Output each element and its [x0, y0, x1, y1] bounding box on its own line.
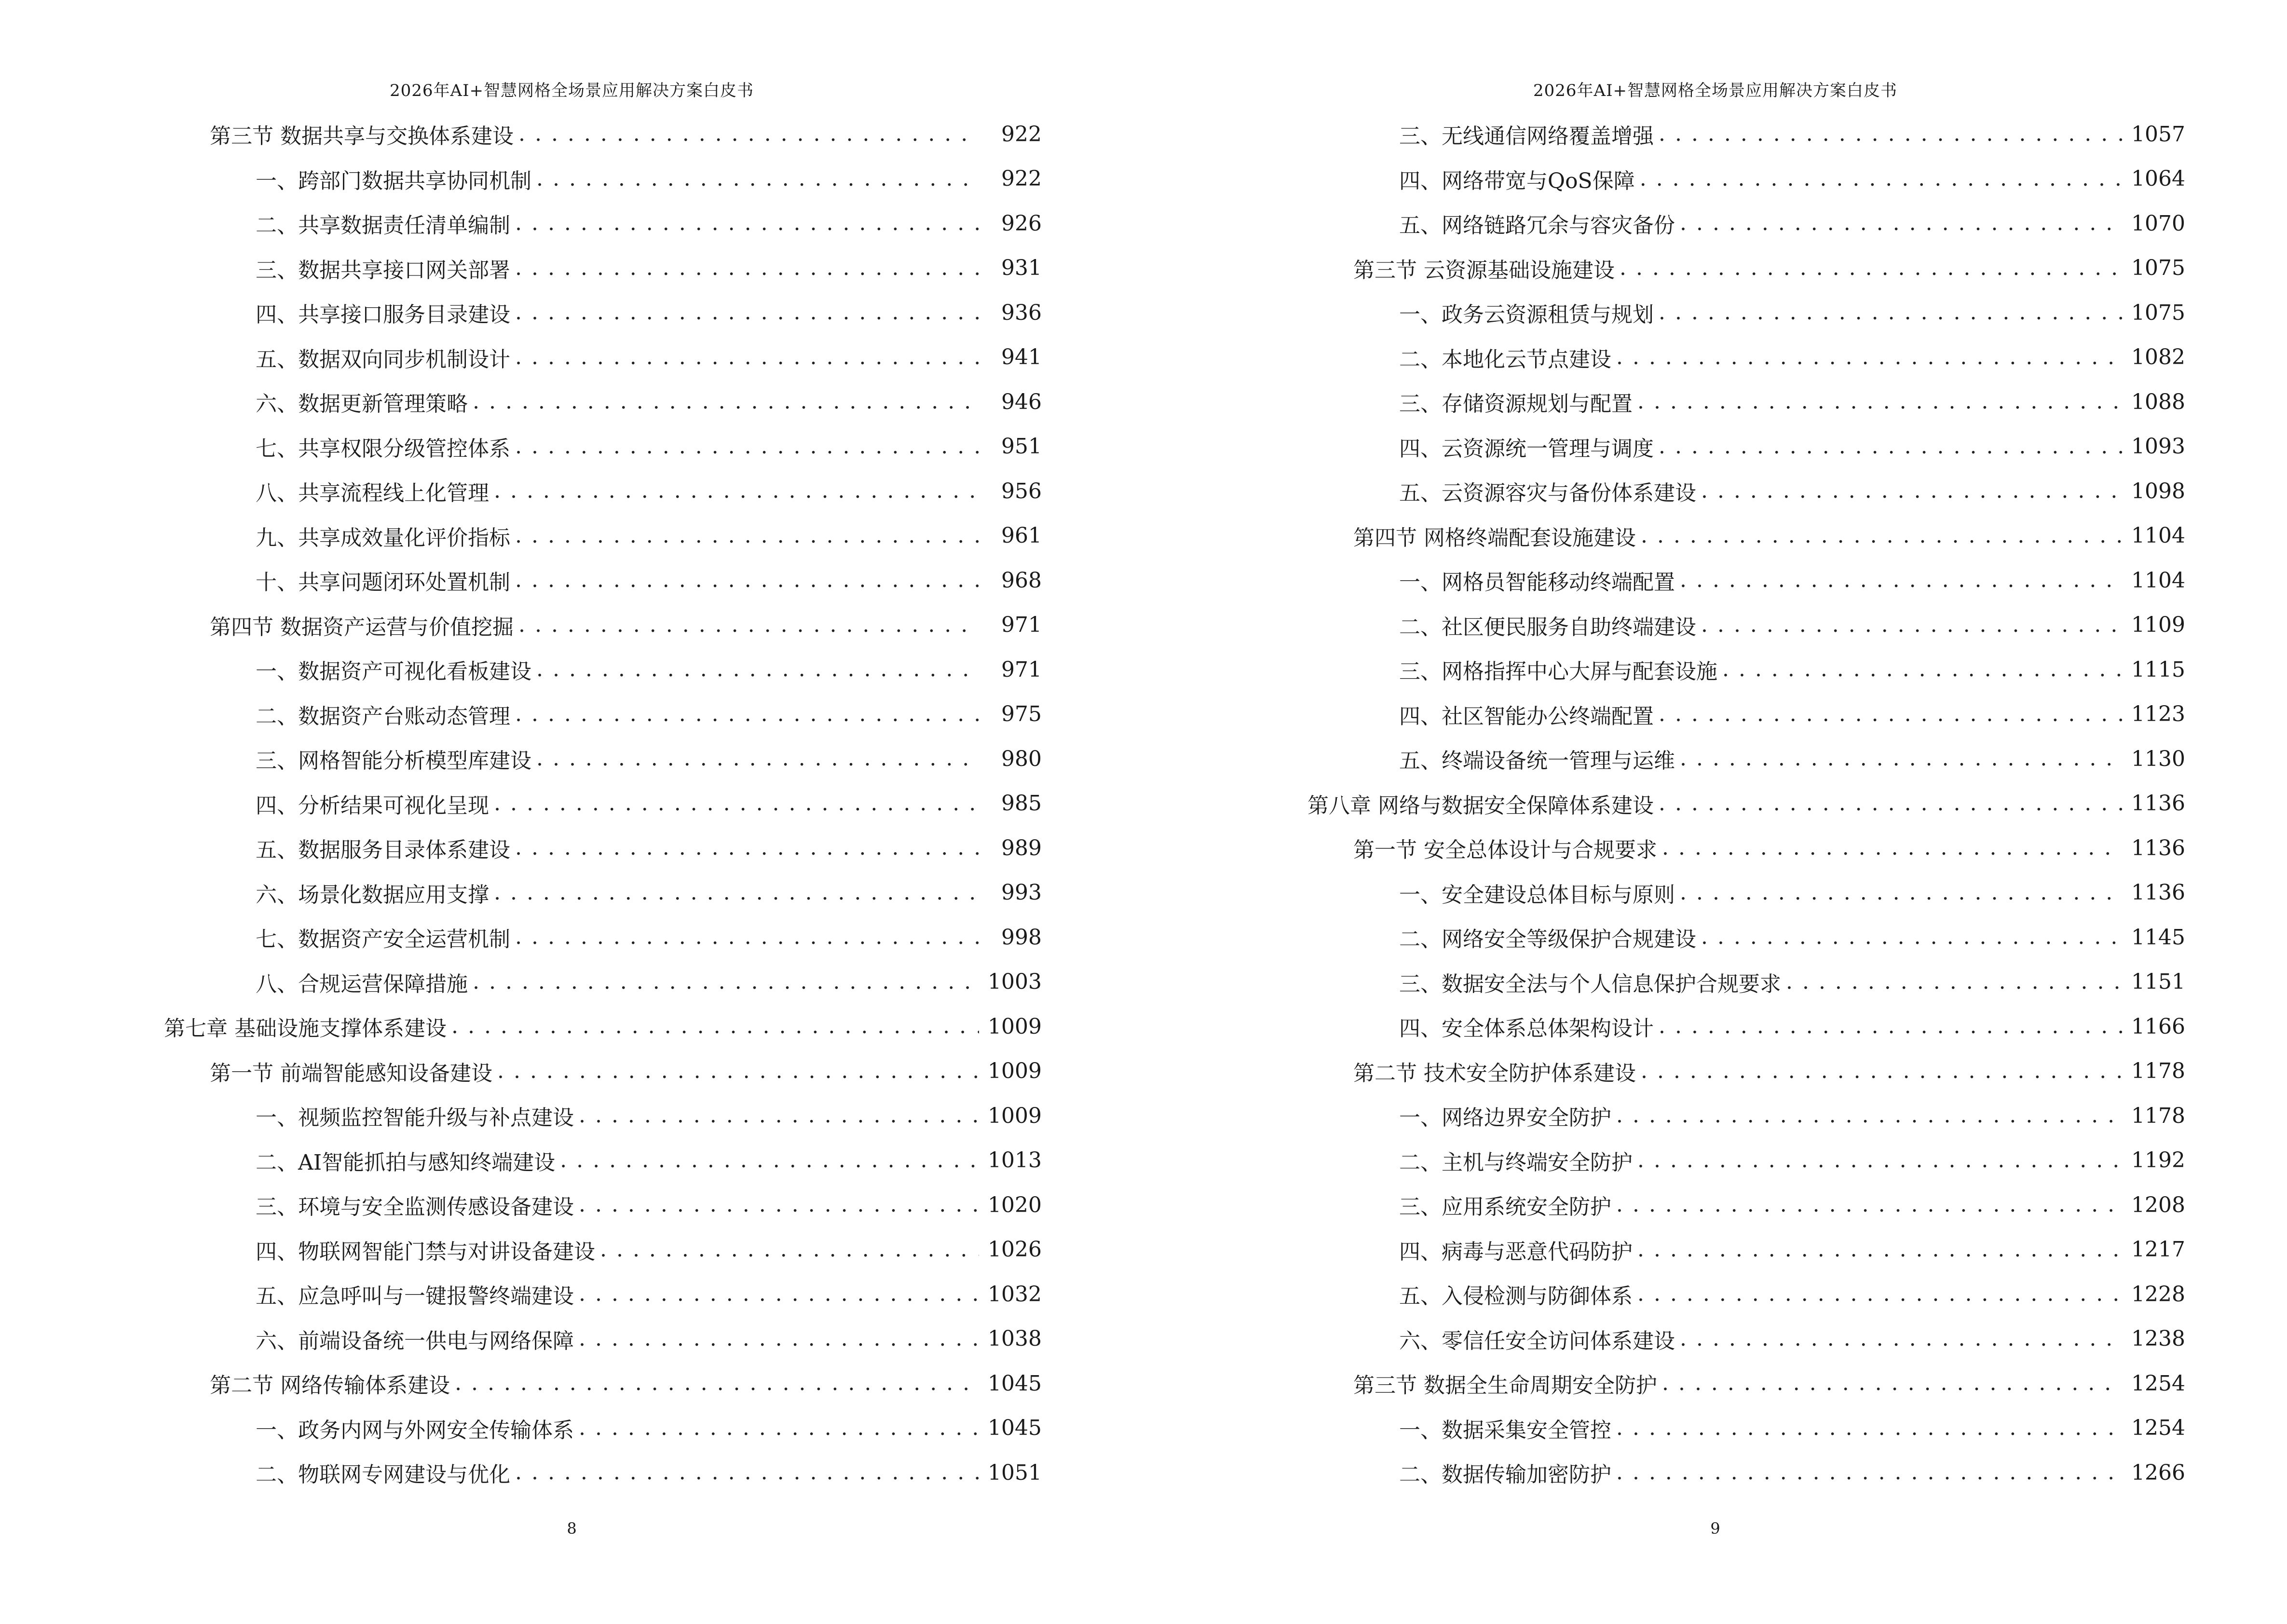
toc-entry-page-number: 1051: [988, 1460, 1042, 1485]
toc-entry-page-number: 1045: [988, 1416, 1042, 1441]
toc-entry-page-number: 956: [1001, 478, 1042, 504]
toc-entry-item[interactable]: [164, 1317, 1042, 1362]
dot-leader: [515, 255, 979, 282]
toc-entry-item[interactable]: [1307, 424, 2185, 469]
toc-entry-page-number: 1070: [2131, 211, 2185, 236]
toc-entry-page-number: 961: [1001, 523, 1042, 548]
toc-entry-item[interactable]: [164, 290, 1042, 335]
toc-entry-title: 第一节 安全总体设计与合规要求: [1353, 838, 1657, 863]
dot-leader: [515, 299, 979, 326]
dot-leader: [1659, 701, 2123, 728]
toc-entry-item[interactable]: [1307, 1406, 2185, 1451]
toc-entry-title: 六、前端设备统一供电与网络保障: [256, 1328, 574, 1353]
toc-entry-page-number: 922: [1001, 166, 1042, 191]
running-header: 2026年AI+智慧网格全场景应用解决方案白皮书: [1533, 81, 1897, 100]
toc-entry-item[interactable]: [1307, 647, 2185, 692]
toc-entry-title: 四、分析结果可视化呈现: [256, 793, 489, 818]
dot-leader: [1637, 1147, 2123, 1174]
dot-leader: [1662, 834, 2123, 861]
toc-entry-item[interactable]: [164, 157, 1042, 202]
toc-entry-page-number: 1228: [2131, 1282, 2185, 1307]
toc-entry-page-number: 985: [1001, 791, 1042, 816]
dot-leader: [473, 969, 979, 996]
dot-leader: [455, 1370, 979, 1397]
table-of-contents: [1307, 112, 2185, 1495]
toc-entry-page-number: 1266: [2131, 1460, 2185, 1485]
page-number: 8: [567, 1519, 577, 1538]
toc-entry-title: 一、安全建设总体目标与原则: [1399, 882, 1675, 907]
toc-entry-page-number: 1075: [2131, 300, 2185, 325]
dot-leader: [1680, 567, 2123, 594]
toc-entry-item[interactable]: [1307, 960, 2185, 1005]
toc-entry-item[interactable]: [1307, 1228, 2185, 1272]
toc-entry-title: 二、网络安全等级保护合规建设: [1399, 927, 1696, 952]
toc-entry-page-number: 1104: [2131, 568, 2185, 593]
toc-entry-title: 第八章 网络与数据安全保障体系建设: [1307, 793, 1654, 818]
toc-entry-item[interactable]: [164, 692, 1042, 737]
toc-entry-page-number: 1098: [2131, 478, 2185, 504]
toc-entry-page-number: 1115: [2131, 657, 2185, 682]
toc-entry-title: 一、数据采集安全管控: [1399, 1418, 1611, 1443]
toc-entry-title: 六、数据更新管理策略: [256, 392, 468, 417]
toc-entry-item[interactable]: [164, 960, 1042, 1005]
toc-entry-item[interactable]: [1307, 558, 2185, 603]
dot-leader: [1680, 1325, 2123, 1352]
dot-leader: [515, 1459, 979, 1486]
dot-leader: [497, 1058, 979, 1085]
toc-entry-title: 五、云资源容灾与备份体系建设: [1399, 481, 1696, 506]
toc-entry-title: 第三节 数据共享与交换体系建设: [210, 124, 514, 149]
toc-entry-section[interactable]: [164, 1361, 1042, 1406]
toc-entry-page-number: 1136: [2131, 880, 2185, 905]
dot-leader: [1659, 299, 2123, 326]
toc-entry-item[interactable]: [1307, 1093, 2185, 1138]
toc-entry-page-number: 1026: [988, 1237, 1042, 1262]
toc-entry-title: 三、网格智能分析模型库建设: [256, 749, 531, 774]
toc-entry-page-number: 1020: [988, 1192, 1042, 1217]
toc-entry-section[interactable]: [164, 1049, 1042, 1094]
right-page: [1144, 0, 2287, 1624]
toc-entry-page-number: 1009: [988, 1059, 1042, 1084]
dot-leader: [1637, 1236, 2123, 1263]
dot-leader: [1680, 745, 2123, 772]
dot-leader: [515, 522, 979, 549]
dot-leader: [579, 1325, 979, 1352]
toc-entry-page-number: 1109: [2131, 613, 2185, 638]
toc-entry-item[interactable]: [1307, 201, 2185, 246]
toc-entry-page-number: 1003: [988, 969, 1042, 995]
toc-entry-title: 六、零信任安全访问体系建设: [1399, 1328, 1675, 1353]
dot-leader: [1641, 1058, 2123, 1085]
dot-leader: [494, 879, 979, 906]
toc-entry-title: 五、终端设备统一管理与运维: [1399, 749, 1675, 774]
dot-leader: [1616, 1415, 2123, 1442]
dot-leader: [600, 1236, 979, 1263]
toc-entry-title: 三、无线通信网络覆盖增强: [1399, 124, 1654, 149]
toc-entry-item[interactable]: [164, 469, 1042, 514]
toc-entry-item[interactable]: [1307, 1317, 2185, 1362]
dot-leader: [515, 210, 979, 237]
dot-leader: [1637, 1281, 2123, 1308]
toc-entry-title: 第一节 前端智能感知设备建设: [210, 1061, 492, 1086]
dot-leader: [1659, 790, 2123, 817]
table-of-contents: [164, 112, 1042, 1495]
dot-leader: [1662, 1370, 2123, 1397]
toc-entry-title: 一、跨部门数据共享协同机制: [256, 168, 531, 193]
dot-leader: [1680, 210, 2123, 237]
toc-entry-item[interactable]: [1307, 692, 2185, 737]
dot-leader: [515, 834, 979, 861]
toc-entry-title: 十、共享问题闭环处置机制: [256, 570, 510, 595]
toc-entry-item[interactable]: [164, 514, 1042, 559]
toc-entry-item[interactable]: [164, 424, 1042, 469]
toc-entry-title: 五、入侵检测与防御体系: [1399, 1284, 1633, 1309]
toc-entry-item[interactable]: [1307, 1450, 2185, 1495]
dot-leader: [536, 656, 979, 683]
dot-leader: [560, 1147, 979, 1174]
toc-entry-page-number: 1166: [2131, 1014, 2185, 1039]
toc-entry-title: 二、本地化云节点建设: [1399, 347, 1611, 372]
toc-entry-title: 三、存储资源规划与配置: [1399, 392, 1633, 417]
toc-entry-title: 四、网络带宽与QoS保障: [1399, 168, 1635, 193]
toc-entry-page-number: 968: [1001, 568, 1042, 593]
dot-leader: [1620, 255, 2123, 282]
toc-entry-title: 二、共享数据责任清单编制: [256, 213, 510, 238]
toc-entry-item[interactable]: [164, 246, 1042, 291]
dot-leader: [1616, 1191, 2123, 1218]
toc-entry-item[interactable]: [164, 201, 1042, 246]
toc-entry-page-number: 1130: [2131, 746, 2185, 771]
toc-entry-section[interactable]: [1307, 1361, 2185, 1406]
toc-entry-section[interactable]: [1307, 514, 2185, 559]
toc-entry-page-number: 1013: [988, 1148, 1042, 1173]
toc-entry-item[interactable]: [164, 871, 1042, 915]
toc-entry-title: 三、应用系统安全防护: [1399, 1195, 1611, 1220]
toc-entry-item[interactable]: [164, 781, 1042, 826]
toc-entry-title: 七、共享权限分级管控体系: [256, 436, 510, 461]
toc-entry-section[interactable]: [164, 112, 1042, 157]
toc-entry-title: 第四节 数据资产运营与价值挖掘: [210, 614, 514, 640]
toc-entry-title: 四、社区智能办公终端配置: [1399, 704, 1654, 729]
toc-entry-item[interactable]: [1307, 112, 2185, 157]
dot-leader: [1701, 612, 2123, 639]
toc-entry-title: 二、AI智能抓拍与感知终端建设: [256, 1150, 556, 1175]
dot-leader: [579, 1102, 979, 1129]
toc-entry-title: 四、云资源统一管理与调度: [1399, 436, 1654, 461]
dot-leader: [1616, 344, 2123, 371]
toc-entry-title: 二、数据资产台账动态管理: [256, 704, 510, 729]
dot-leader: [1616, 1102, 2123, 1129]
dot-leader: [515, 701, 979, 728]
toc-entry-section[interactable]: [1307, 826, 2185, 871]
toc-entry-item[interactable]: [1307, 335, 2185, 380]
toc-entry-item[interactable]: [1307, 737, 2185, 781]
dot-leader: [515, 433, 979, 460]
toc-entry-title: 四、共享接口服务目录建设: [256, 302, 510, 328]
toc-entry-title: 第七章 基础设施支撑体系建设: [164, 1016, 447, 1041]
toc-entry-item[interactable]: [1307, 380, 2185, 424]
toc-entry-title: 五、网络链路冗余与容灾备份: [1399, 213, 1675, 238]
dot-leader: [515, 924, 979, 951]
toc-entry-page-number: 1192: [2131, 1148, 2185, 1173]
dot-leader: [1659, 121, 2123, 148]
toc-entry-section[interactable]: [164, 603, 1042, 648]
toc-entry-item[interactable]: [164, 1406, 1042, 1451]
toc-entry-page-number: 1088: [2131, 389, 2185, 414]
toc-entry-item[interactable]: [1307, 603, 2185, 648]
toc-entry-page-number: 1145: [2131, 925, 2185, 950]
toc-entry-page-number: 1093: [2131, 434, 2185, 459]
toc-entry-page-number: 936: [1001, 300, 1042, 325]
toc-entry-page-number: 1151: [2131, 969, 2185, 995]
toc-entry-section[interactable]: [1307, 246, 2185, 291]
toc-entry-page-number: 1208: [2131, 1192, 2185, 1217]
toc-entry-page-number: 1038: [988, 1326, 1042, 1351]
toc-entry-title: 第三节 数据全生命周期安全防护: [1353, 1373, 1657, 1398]
toc-entry-title: 六、场景化数据应用支撑: [256, 882, 489, 907]
toc-entry-title: 二、物联网专网建设与优化: [256, 1462, 510, 1488]
toc-entry-title: 五、应急呼叫与一键报警终端建设: [256, 1284, 574, 1309]
dot-leader: [1640, 165, 2123, 192]
toc-entry-page-number: 1064: [2131, 166, 2185, 191]
toc-entry-page-number: 1136: [2131, 835, 2185, 860]
toc-entry-item[interactable]: [164, 737, 1042, 781]
toc-entry-title: 第三节 云资源基础设施建设: [1353, 258, 1615, 283]
toc-entry-chapter[interactable]: [164, 1004, 1042, 1049]
dot-leader: [473, 388, 979, 415]
toc-entry-page-number: 1178: [2131, 1103, 2185, 1128]
toc-entry-page-number: 1009: [988, 1103, 1042, 1128]
toc-entry-page-number: 926: [1001, 211, 1042, 236]
toc-entry-page-number: 1254: [2131, 1416, 2185, 1441]
toc-entry-title: 四、安全体系总体架构设计: [1399, 1016, 1654, 1041]
toc-entry-item[interactable]: [164, 1138, 1042, 1183]
toc-entry-title: 七、数据资产安全运营机制: [256, 927, 510, 952]
toc-entry-item[interactable]: [164, 1228, 1042, 1272]
toc-entry-item[interactable]: [164, 647, 1042, 692]
dot-leader: [579, 1191, 979, 1218]
dot-leader: [1680, 879, 2123, 906]
toc-entry-page-number: 989: [1001, 835, 1042, 860]
toc-entry-item[interactable]: [164, 1183, 1042, 1228]
toc-entry-title: 八、合规运营保障措施: [256, 971, 468, 996]
toc-entry-title: 一、视频监控智能升级与补点建设: [256, 1105, 574, 1131]
dot-leader: [451, 1013, 979, 1040]
toc-entry-item[interactable]: [164, 1450, 1042, 1495]
dot-leader: [1786, 969, 2123, 996]
dot-leader: [1637, 388, 2123, 415]
toc-entry-item[interactable]: [164, 1093, 1042, 1138]
toc-entry-title: 三、网格指挥中心大屏与配套设施: [1399, 659, 1717, 684]
toc-entry-page-number: 946: [1001, 389, 1042, 414]
toc-entry-page-number: 980: [1001, 746, 1042, 771]
dot-leader: [1701, 478, 2123, 505]
dot-leader: [1641, 522, 2123, 549]
toc-entry-page-number: 975: [1001, 702, 1042, 727]
toc-entry-item[interactable]: [1307, 1138, 2185, 1183]
dot-leader: [1659, 1013, 2123, 1040]
toc-entry-title: 二、社区便民服务自助终端建设: [1399, 614, 1696, 640]
toc-entry-page-number: 1075: [2131, 256, 2185, 281]
toc-entry-item[interactable]: [1307, 915, 2185, 960]
toc-entry-page-number: 922: [1001, 122, 1042, 147]
toc-entry-title: 二、主机与终端安全防护: [1399, 1150, 1633, 1175]
toc-entry-title: 一、政务内网与外网安全传输体系: [256, 1418, 574, 1443]
toc-entry-page-number: 1238: [2131, 1326, 2185, 1351]
toc-entry-item[interactable]: [1307, 290, 2185, 335]
toc-entry-page-number: 998: [1001, 925, 1042, 950]
toc-entry-item[interactable]: [164, 826, 1042, 871]
toc-entry-page-number: 941: [1001, 345, 1042, 370]
dot-leader: [536, 165, 979, 192]
dot-leader: [494, 478, 979, 505]
toc-entry-page-number: 1104: [2131, 523, 2185, 548]
toc-entry-title: 五、数据服务目录体系建设: [256, 838, 510, 863]
dot-leader: [1722, 656, 2123, 683]
toc-entry-page-number: 993: [1001, 880, 1042, 905]
page-number: 9: [1710, 1519, 1720, 1538]
toc-entry-page-number: 1032: [988, 1282, 1042, 1307]
toc-entry-item[interactable]: [1307, 1272, 2185, 1317]
toc-entry-page-number: 931: [1001, 256, 1042, 281]
toc-entry-title: 第四节 网格终端配套设施建设: [1353, 525, 1636, 550]
toc-entry-item[interactable]: [1307, 871, 2185, 915]
toc-entry-title: 一、网络边界安全防护: [1399, 1105, 1611, 1131]
dot-leader: [579, 1281, 979, 1308]
toc-entry-section[interactable]: [1307, 1049, 2185, 1094]
toc-entry-title: 五、数据双向同步机制设计: [256, 347, 510, 372]
dot-leader: [518, 612, 979, 639]
toc-entry-item[interactable]: [164, 380, 1042, 424]
toc-entry-title: 三、环境与安全监测传感设备建设: [256, 1195, 574, 1220]
toc-entry-chapter[interactable]: [1307, 781, 2185, 826]
dot-leader: [536, 745, 979, 772]
toc-entry-page-number: 1009: [988, 1014, 1042, 1039]
dot-leader: [515, 567, 979, 594]
toc-entry-item[interactable]: [1307, 1004, 2185, 1049]
toc-entry-item[interactable]: [164, 558, 1042, 603]
dot-leader: [1616, 1459, 2123, 1486]
dot-leader: [579, 1415, 979, 1442]
toc-entry-page-number: 971: [1001, 613, 1042, 638]
toc-entry-page-number: 1082: [2131, 345, 2185, 370]
toc-entry-page-number: 1057: [2131, 122, 2185, 147]
toc-entry-page-number: 1254: [2131, 1371, 2185, 1396]
toc-entry-title: 一、政务云资源租赁与规划: [1399, 302, 1654, 328]
toc-entry-title: 一、数据资产可视化看板建设: [256, 659, 531, 684]
toc-entry-title: 八、共享流程线上化管理: [256, 481, 489, 506]
toc-entry-title: 第二节 技术安全防护体系建设: [1353, 1061, 1636, 1086]
toc-entry-item[interactable]: [164, 335, 1042, 380]
dot-leader: [518, 121, 979, 148]
dot-leader: [515, 344, 979, 371]
toc-entry-item[interactable]: [1307, 469, 2185, 514]
running-header: 2026年AI+智慧网格全场景应用解决方案白皮书: [390, 81, 754, 100]
toc-entry-title: 九、共享成效量化评价指标: [256, 525, 510, 550]
dot-leader: [1659, 433, 2123, 460]
dot-leader: [1701, 924, 2123, 951]
toc-entry-title: 四、物联网智能门禁与对讲设备建设: [256, 1239, 595, 1264]
toc-entry-title: 四、病毒与恶意代码防护: [1399, 1239, 1633, 1264]
toc-entry-title: 一、网格员智能移动终端配置: [1399, 570, 1675, 595]
toc-entry-title: 二、数据传输加密防护: [1399, 1462, 1611, 1488]
toc-entry-page-number: 1178: [2131, 1059, 2185, 1084]
toc-entry-page-number: 951: [1001, 434, 1042, 459]
toc-entry-title: 三、数据共享接口网关部署: [256, 258, 510, 283]
toc-entry-item[interactable]: [164, 1272, 1042, 1317]
toc-entry-item[interactable]: [1307, 1183, 2185, 1228]
dot-leader: [494, 790, 979, 817]
toc-entry-page-number: 971: [1001, 657, 1042, 682]
toc-entry-page-number: 1045: [988, 1371, 1042, 1396]
toc-entry-item[interactable]: [164, 915, 1042, 960]
toc-entry-item[interactable]: [1307, 157, 2185, 202]
toc-entry-page-number: 1136: [2131, 791, 2185, 816]
toc-entry-title: 三、数据安全法与个人信息保护合规要求: [1399, 971, 1781, 996]
toc-entry-title: 第二节 网络传输体系建设: [210, 1373, 450, 1398]
toc-entry-page-number: 1123: [2131, 702, 2185, 727]
toc-entry-page-number: 1217: [2131, 1237, 2185, 1262]
